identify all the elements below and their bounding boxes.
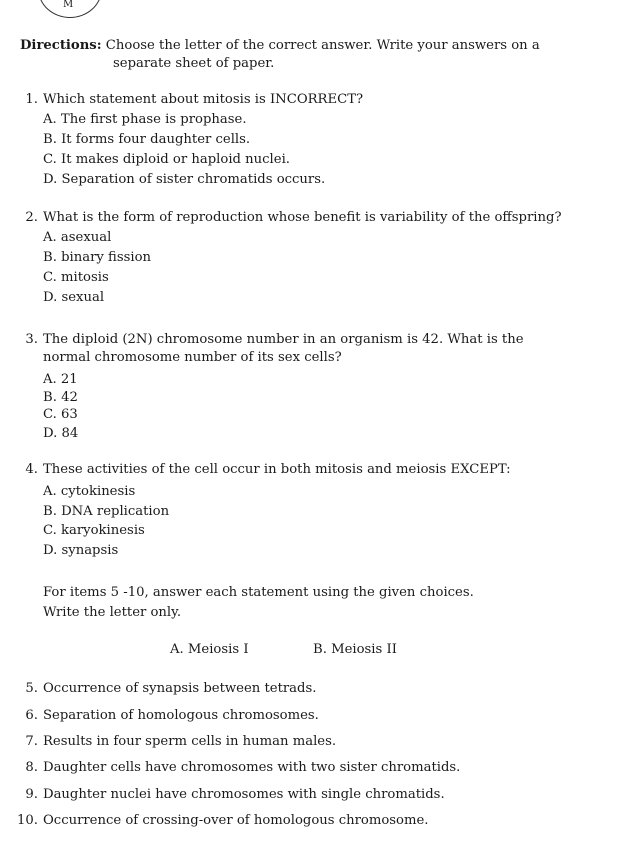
- choice: B. Meiosis II: [313, 642, 397, 657]
- option: C. mitosis: [43, 270, 109, 285]
- item-text: Occurrence of synapsis between tetrads.: [43, 681, 317, 696]
- option: D. 84: [43, 426, 79, 441]
- question-number: 2.: [25, 210, 38, 225]
- option: B. It forms four daughter cells.: [43, 132, 251, 147]
- item-number: 7.: [25, 734, 38, 749]
- option: B. DNA replication: [43, 504, 170, 519]
- option: D. Separation of sister chromatids occurs.: [43, 172, 326, 187]
- question-text: The diploid (2N) chromosome number in an organism is 42. What is the: [43, 332, 524, 347]
- option: C. It makes diploid or haploid nuclei.: [43, 152, 290, 167]
- logo: M: [38, 0, 102, 18]
- instruction-line: Write the letter only.: [43, 605, 182, 620]
- directions-label: Directions:: [20, 38, 102, 53]
- option: A. The first phase is prophase.: [43, 112, 247, 127]
- instruction-line: For items 5 -10, answer each statement using the given choices.: [43, 585, 474, 600]
- choice: A. Meiosis I: [170, 642, 249, 657]
- item-text: Occurrence of crossing-over of homologous chromosome.: [43, 813, 429, 828]
- directions-text: Choose the letter of the correct answer. Write your answers on a: [105, 38, 540, 53]
- option: B. 42: [43, 390, 78, 405]
- option: D. synapsis: [43, 543, 119, 558]
- item-text: Results in four sperm cells in human males.: [43, 734, 337, 749]
- option: D. sexual: [43, 290, 105, 305]
- item-number: 8.: [25, 760, 38, 775]
- question-number: 4.: [25, 462, 38, 477]
- option: A. asexual: [43, 230, 112, 245]
- item-number: 6.: [25, 708, 38, 723]
- question-text: What is the form of reproduction whose benefit is variability of the offspring?: [43, 210, 562, 225]
- question-number: 1.: [25, 92, 38, 107]
- question-text: These activities of the cell occur in both mitosis and meiosis EXCEPT:: [43, 462, 511, 477]
- option: C. karyokinesis: [43, 523, 145, 538]
- item-text: Daughter cells have chromosomes with two sister chromatids.: [43, 760, 461, 775]
- option: A. cytokinesis: [43, 484, 136, 499]
- question-text: Which statement about mitosis is INCORRECT?: [43, 92, 364, 107]
- item-text: Daughter nuclei have chromosomes with single chromatids.: [43, 787, 445, 802]
- option: A. 21: [43, 372, 78, 387]
- option: C. 63: [43, 407, 78, 422]
- item-number: 9.: [25, 787, 38, 802]
- item-number: 10.: [17, 813, 38, 828]
- question-text-cont: normal chromosome number of its sex cells?: [43, 350, 342, 365]
- question-number: 3.: [25, 332, 38, 347]
- option: B. binary fission: [43, 250, 152, 265]
- item-text: Separation of homologous chromosomes.: [43, 708, 319, 723]
- directions-text-cont: separate sheet of paper.: [113, 56, 275, 71]
- item-number: 5.: [25, 681, 38, 696]
